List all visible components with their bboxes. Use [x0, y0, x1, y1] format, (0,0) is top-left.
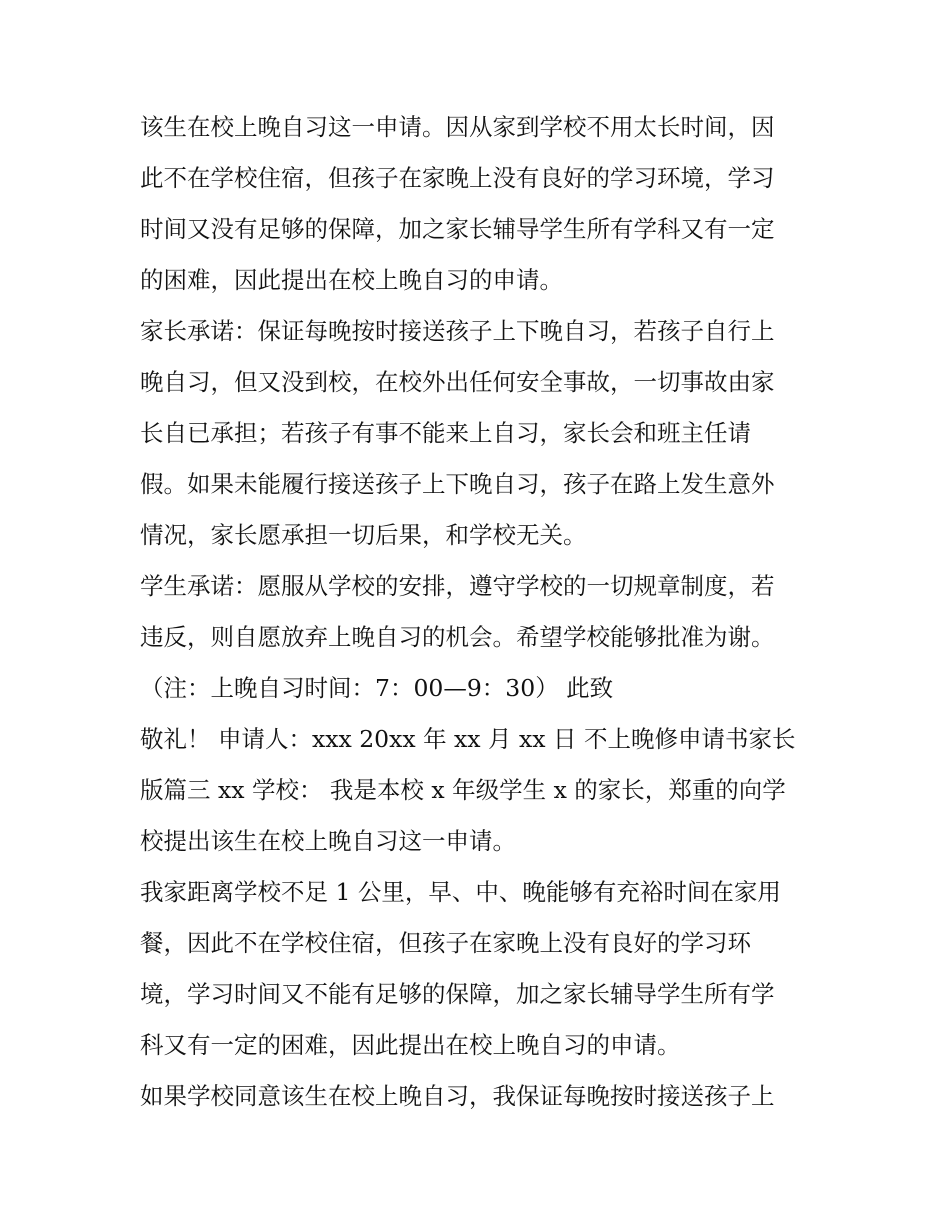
text-line: 我家距离学校不足 1 公里，早、中、晚能够有充裕时间在家用 [140, 878, 781, 906]
text-line: 假。如果未能履行接送孩子上下晚自习，孩子在路上发生意外 [140, 470, 775, 498]
text-line: 餐，因此不在学校住宿，但孩子在家晚上没有良好的学习环 [140, 929, 751, 957]
text-line: 敬礼！ 申请人：xxx 20xx 年 xx 月 xx 日 不上晚修申请书家长 [140, 725, 796, 753]
text-line: 长自已承担；若孩子有事不能来上自习，家长会和班主任请 [140, 419, 751, 447]
text-line: 该生在校上晚自习这一申请。因从家到学校不用太长时间，因 [140, 113, 775, 141]
text-line: 情况，家长愿承担一切后果，和学校无关。 [140, 521, 587, 549]
text-line: 如果学校同意该生在校上晚自习，我保证每晚按时接送孩子上 [140, 1082, 775, 1110]
document-body [140, 102, 812, 1122]
text-line: 此不在学校住宿，但孩子在家晚上没有良好的学习环境，学习 [140, 164, 775, 192]
text-line: 家长承诺：保证每晚按时接送孩子上下晚自习，若孩子自行上 [140, 317, 775, 345]
text-line: （注：上晚自习时间：7：00—9：30） 此致 [140, 674, 614, 702]
text-line: 违反，则自愿放弃上晚自习的机会。希望学校能够批准为谢。 [140, 623, 775, 651]
text-line: 的困难，因此提出在校上晚自习的申请。 [140, 266, 563, 294]
text-line: 科又有一定的困难，因此提出在校上晚自习的申请。 [140, 1031, 681, 1059]
text-line: 校提出该生在校上晚自习这一申请。 [140, 827, 516, 855]
text-line: 版篇三 xx 学校： 我是本校 x 年级学生 x 的家长，郑重的向学 [140, 776, 786, 804]
text-line: 学生承诺：愿服从学校的安排，遵守学校的一切规章制度，若 [140, 572, 775, 600]
text-line: 晚自习，但又没到校，在校外出任何安全事故，一切事故由家 [140, 368, 775, 396]
text-line: 境，学习时间又不能有足够的保障，加之家长辅导学生所有学 [140, 980, 775, 1008]
text-line: 时间又没有足够的保障，加之家长辅导学生所有学科又有一定 [140, 215, 775, 243]
